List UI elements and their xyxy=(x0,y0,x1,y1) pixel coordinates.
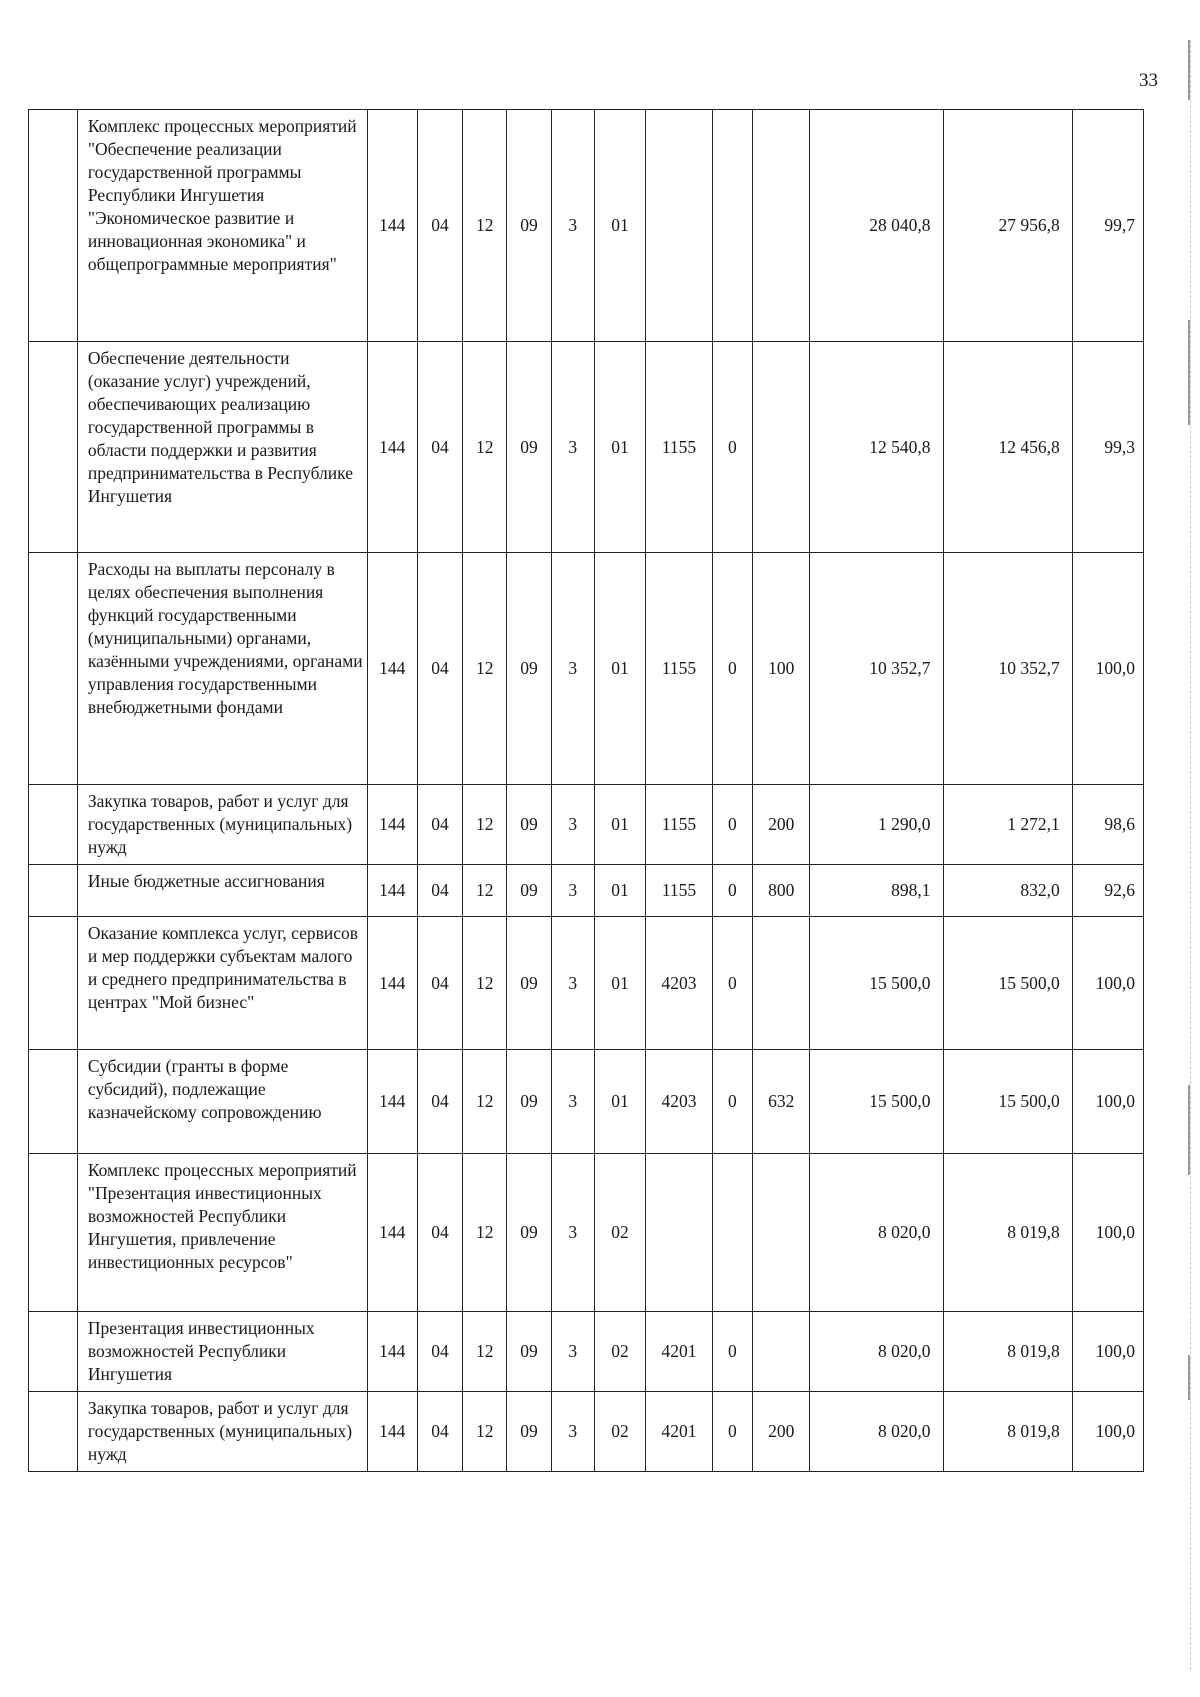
subsection-code: 12 xyxy=(463,917,507,1050)
direction-code xyxy=(646,1154,712,1312)
actual-amount: 832,0 xyxy=(943,865,1072,917)
actual-amount: 12 456,8 xyxy=(943,342,1072,553)
subdirection-code: 0 xyxy=(712,865,753,917)
subdirection-code: 0 xyxy=(712,1312,753,1392)
empty-cell xyxy=(29,1392,78,1472)
execution-percent: 98,6 xyxy=(1072,785,1143,865)
planned-amount: 8 020,0 xyxy=(810,1154,943,1312)
program-code: 09 xyxy=(507,553,552,785)
program-code: 09 xyxy=(507,1154,552,1312)
program-code: 09 xyxy=(507,1392,552,1472)
execution-percent: 100,0 xyxy=(1072,1154,1143,1312)
program-code: 09 xyxy=(507,917,552,1050)
actual-amount: 15 500,0 xyxy=(943,917,1072,1050)
execution-percent: 92,6 xyxy=(1072,865,1143,917)
execution-percent: 99,7 xyxy=(1072,110,1143,342)
subsection-code: 12 xyxy=(463,1050,507,1154)
execution-percent: 100,0 xyxy=(1072,1392,1143,1472)
scan-edge-mark xyxy=(1188,40,1190,100)
table-row xyxy=(29,785,1144,865)
grbs-code: 144 xyxy=(367,342,417,553)
planned-amount: 28 040,8 xyxy=(810,110,943,342)
expense-type-code: 200 xyxy=(753,1392,810,1472)
element-type-code: 3 xyxy=(551,110,594,342)
empty-cell xyxy=(29,342,78,553)
subdirection-code: 0 xyxy=(712,785,753,865)
table-row xyxy=(29,1392,1144,1472)
direction-code: 1155 xyxy=(646,865,712,917)
expense-type-code xyxy=(753,1312,810,1392)
actual-amount: 10 352,7 xyxy=(943,553,1072,785)
section-code: 04 xyxy=(417,865,463,917)
scan-edge-mark xyxy=(1190,40,1192,1670)
planned-amount: 12 540,8 xyxy=(810,342,943,553)
expense-type-code: 200 xyxy=(753,785,810,865)
structural-element-code: 01 xyxy=(594,1050,646,1154)
table-row xyxy=(29,1312,1144,1392)
element-type-code: 3 xyxy=(551,785,594,865)
element-type-code: 3 xyxy=(551,865,594,917)
structural-element-code: 01 xyxy=(594,865,646,917)
subdirection-code: 0 xyxy=(712,1392,753,1472)
element-type-code: 3 xyxy=(551,917,594,1050)
table-row xyxy=(29,917,1144,1050)
subsection-code: 12 xyxy=(463,1154,507,1312)
program-code: 09 xyxy=(507,1050,552,1154)
planned-amount: 15 500,0 xyxy=(810,1050,943,1154)
planned-amount: 10 352,7 xyxy=(810,553,943,785)
element-type-code: 3 xyxy=(551,1392,594,1472)
direction-code: 1155 xyxy=(646,785,712,865)
grbs-code: 144 xyxy=(367,785,417,865)
grbs-code: 144 xyxy=(367,110,417,342)
planned-amount: 898,1 xyxy=(810,865,943,917)
expense-type-code xyxy=(753,917,810,1050)
scan-edge-mark xyxy=(1188,1085,1190,1175)
table-row xyxy=(29,553,1144,785)
grbs-code: 144 xyxy=(367,553,417,785)
empty-cell xyxy=(29,917,78,1050)
budget-table xyxy=(28,109,1144,1472)
empty-cell xyxy=(29,1154,78,1312)
structural-element-code: 02 xyxy=(594,1312,646,1392)
table-row xyxy=(29,1154,1144,1312)
structural-element-code: 01 xyxy=(594,553,646,785)
grbs-code: 144 xyxy=(367,1154,417,1312)
row-description: Закупка товаров, работ и услуг для государственных (муниципальных) нужд xyxy=(77,785,367,865)
planned-amount: 15 500,0 xyxy=(810,917,943,1050)
execution-percent: 100,0 xyxy=(1072,917,1143,1050)
empty-cell xyxy=(29,785,78,865)
direction-code xyxy=(646,110,712,342)
subsection-code: 12 xyxy=(463,110,507,342)
planned-amount: 8 020,0 xyxy=(810,1392,943,1472)
direction-code: 1155 xyxy=(646,342,712,553)
subdirection-code: 0 xyxy=(712,342,753,553)
grbs-code: 144 xyxy=(367,917,417,1050)
element-type-code: 3 xyxy=(551,342,594,553)
table-row xyxy=(29,1050,1144,1154)
page-number: 33 xyxy=(1139,70,1158,91)
subdirection-code xyxy=(712,110,753,342)
row-description: Комплекс процессных мероприятий "Обеспечение реализации государственной программы Республики Ингушетия "Экономическое развитие и инновационная экономика" и общепрограммные мероприятия" xyxy=(77,110,367,342)
section-code: 04 xyxy=(417,785,463,865)
execution-percent: 99,3 xyxy=(1072,342,1143,553)
table-row xyxy=(29,110,1144,342)
element-type-code: 3 xyxy=(551,553,594,785)
actual-amount: 1 272,1 xyxy=(943,785,1072,865)
table-row xyxy=(29,342,1144,553)
element-type-code: 3 xyxy=(551,1154,594,1312)
expense-type-code: 100 xyxy=(753,553,810,785)
section-code: 04 xyxy=(417,342,463,553)
subdirection-code: 0 xyxy=(712,1050,753,1154)
section-code: 04 xyxy=(417,1392,463,1472)
direction-code: 4201 xyxy=(646,1392,712,1472)
grbs-code: 144 xyxy=(367,865,417,917)
expense-type-code xyxy=(753,110,810,342)
expense-type-code xyxy=(753,1154,810,1312)
grbs-code: 144 xyxy=(367,1312,417,1392)
section-code: 04 xyxy=(417,110,463,342)
program-code: 09 xyxy=(507,342,552,553)
structural-element-code: 02 xyxy=(594,1392,646,1472)
subsection-code: 12 xyxy=(463,342,507,553)
structural-element-code: 01 xyxy=(594,110,646,342)
row-description: Комплекс процессных мероприятий "Презентация инвестиционных возможностей Республики Ингушетия, привлечение инвестиционных ресурсов" xyxy=(77,1154,367,1312)
execution-percent: 100,0 xyxy=(1072,1312,1143,1392)
actual-amount: 15 500,0 xyxy=(943,1050,1072,1154)
section-code: 04 xyxy=(417,1154,463,1312)
element-type-code: 3 xyxy=(551,1312,594,1392)
row-description: Иные бюджетные ассигнования xyxy=(77,865,367,917)
program-code: 09 xyxy=(507,865,552,917)
subsection-code: 12 xyxy=(463,865,507,917)
expense-type-code xyxy=(753,342,810,553)
row-description: Обеспечение деятельности (оказание услуг) учреждений, обеспечивающих реализацию государственной программы в области поддержки и развития предпринимательства в Республике Ингушетия xyxy=(77,342,367,553)
actual-amount: 8 019,8 xyxy=(943,1312,1072,1392)
element-type-code: 3 xyxy=(551,1050,594,1154)
grbs-code: 144 xyxy=(367,1050,417,1154)
empty-cell xyxy=(29,865,78,917)
scan-edge-mark xyxy=(1188,1355,1190,1400)
row-description: Закупка товаров, работ и услуг для государственных (муниципальных) нужд xyxy=(77,1392,367,1472)
structural-element-code: 01 xyxy=(594,917,646,1050)
actual-amount: 8 019,8 xyxy=(943,1154,1072,1312)
planned-amount: 1 290,0 xyxy=(810,785,943,865)
empty-cell xyxy=(29,553,78,785)
row-description: Субсидии (гранты в форме субсидий), подлежащие казначейскому сопровождению xyxy=(77,1050,367,1154)
scan-edge-mark xyxy=(1188,320,1190,425)
section-code: 04 xyxy=(417,917,463,1050)
structural-element-code: 02 xyxy=(594,1154,646,1312)
subdirection-code xyxy=(712,1154,753,1312)
expense-type-code: 632 xyxy=(753,1050,810,1154)
section-code: 04 xyxy=(417,1312,463,1392)
direction-code: 4203 xyxy=(646,1050,712,1154)
grbs-code: 144 xyxy=(367,1392,417,1472)
section-code: 04 xyxy=(417,553,463,785)
structural-element-code: 01 xyxy=(594,342,646,553)
subsection-code: 12 xyxy=(463,553,507,785)
program-code: 09 xyxy=(507,1312,552,1392)
execution-percent: 100,0 xyxy=(1072,1050,1143,1154)
table-row xyxy=(29,865,1144,917)
subsection-code: 12 xyxy=(463,785,507,865)
program-code: 09 xyxy=(507,785,552,865)
empty-cell xyxy=(29,110,78,342)
execution-percent: 100,0 xyxy=(1072,553,1143,785)
structural-element-code: 01 xyxy=(594,785,646,865)
subsection-code: 12 xyxy=(463,1392,507,1472)
expense-type-code: 800 xyxy=(753,865,810,917)
program-code: 09 xyxy=(507,110,552,342)
empty-cell xyxy=(29,1312,78,1392)
direction-code: 4203 xyxy=(646,917,712,1050)
direction-code: 1155 xyxy=(646,553,712,785)
planned-amount: 8 020,0 xyxy=(810,1312,943,1392)
direction-code: 4201 xyxy=(646,1312,712,1392)
subdirection-code: 0 xyxy=(712,553,753,785)
actual-amount: 27 956,8 xyxy=(943,110,1072,342)
actual-amount: 8 019,8 xyxy=(943,1392,1072,1472)
subdirection-code: 0 xyxy=(712,917,753,1050)
row-description: Оказание комплекса услуг, сервисов и мер поддержки субъектам малого и среднего предпринимательства в центрах "Мой бизнес" xyxy=(77,917,367,1050)
empty-cell xyxy=(29,1050,78,1154)
row-description: Расходы на выплаты персоналу в целях обеспечения выполнения функций государственными (муниципальными) органами, казёнными учреждениями, органами управления государственными внебюджетными фондами xyxy=(77,553,367,785)
row-description: Презентация инвестиционных возможностей Республики Ингушетия xyxy=(77,1312,367,1392)
section-code: 04 xyxy=(417,1050,463,1154)
subsection-code: 12 xyxy=(463,1312,507,1392)
